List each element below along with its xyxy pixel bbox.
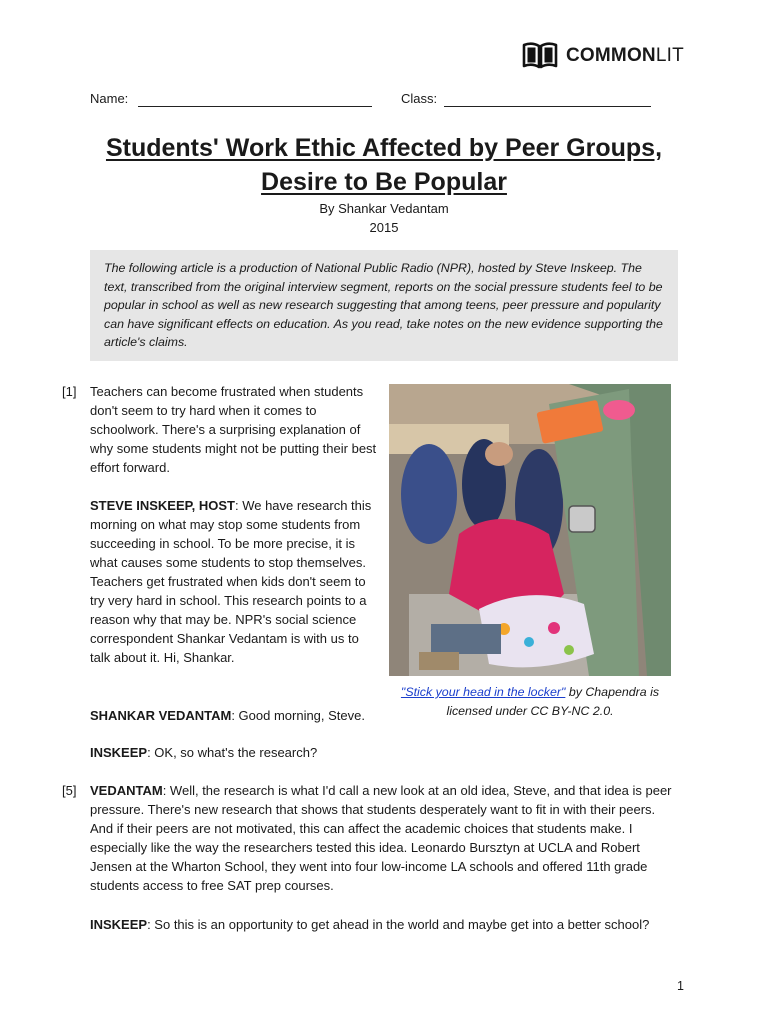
open-book-icon bbox=[522, 42, 558, 70]
commonlit-logo bbox=[522, 42, 684, 70]
paragraph-1 bbox=[90, 382, 378, 477]
speaker-name: STEVE INSKEEP, HOST bbox=[90, 498, 235, 513]
paragraph-text: Teachers can become frustrated when students don't seem to try hard when it comes to schoolwork. There's a surprising explanation of why some students might not be putting their best effort forward. bbox=[90, 384, 377, 475]
brand-name: COMMONLIT bbox=[566, 45, 684, 66]
paragraph-text: : So this is an opportunity to get ahead in the world and maybe get into a better school? bbox=[147, 917, 650, 932]
speaker-name: SHANKAR VEDANTAM bbox=[90, 708, 232, 723]
name-label: Name: bbox=[90, 91, 129, 106]
paragraph-4 bbox=[90, 743, 390, 762]
locker-photo bbox=[389, 384, 671, 676]
year: 2015 bbox=[369, 220, 399, 235]
paragraph-6 bbox=[90, 915, 680, 934]
paragraph-text: : Good morning, Steve. bbox=[231, 708, 365, 723]
locker-photo-illustration bbox=[389, 384, 671, 676]
paragraph-5 bbox=[90, 781, 680, 895]
name-field[interactable] bbox=[138, 106, 372, 107]
title-line-2: Desire to Be Popular bbox=[261, 168, 507, 196]
title-line-1: Students' Work Ethic Affected by Peer Groups, bbox=[105, 134, 663, 162]
intro-box bbox=[90, 250, 678, 361]
speaker-name: INSKEEP bbox=[90, 745, 148, 760]
page-number: 1 bbox=[677, 979, 684, 993]
article-title bbox=[60, 131, 708, 199]
author: By Shankar Vedantam bbox=[319, 201, 449, 216]
speaker-name: VEDANTAM bbox=[90, 783, 163, 798]
paragraph-2 bbox=[90, 496, 378, 667]
paragraph-3 bbox=[90, 706, 390, 725]
paragraph-text: : Well, the research is what I'd call a new look at an old idea, Steve, and that idea is peer pressure. There's new research that shows that students desperately want to fit in with their peers. And if their peers are not motivated, this can affect the academic choices that students make. I especially like the way the researchers tested this idea. Leonardo Bursztyn at UCLA and Robert Jensen at the Wharton School, they went into four low-income LA schools and offered 11th grade students access to free SAT prep courses. bbox=[90, 783, 672, 893]
speaker-name: INSKEEP bbox=[90, 917, 148, 932]
byline bbox=[0, 199, 768, 237]
photo-caption bbox=[386, 683, 674, 720]
paragraph-number: [1] bbox=[62, 384, 77, 399]
paragraph-number: [5] bbox=[62, 783, 77, 798]
caption-license: by Chapendra is licensed under CC BY-NC 2.0. bbox=[446, 685, 660, 718]
photo-source-link[interactable]: "Stick your head in the locker" bbox=[400, 685, 566, 699]
paragraph-text: : We have research this morning on what may stop some students from succeeding in school. To be more precise, it is what causes some students to stop themselves. Teachers get frustrated when kids don't seem to try very hard in school. This research points to a reason why that may be. NPR's social science correspondent Shankar Vedantam is with us to talk about it. Hi, Shankar. bbox=[90, 498, 372, 665]
intro-text: The following article is a production of National Public Radio (NPR), hosted by Steve Inskeep. The text, transcribed from the original interview segment, reports on the social pressure students feel to be popular in school as well as new research suggesting that among teens, peer pressure and popularity can have significant effects on education. As you read, take notes on the new evidence supporting the article's claims. bbox=[104, 261, 663, 350]
paragraph-text: : OK, so what's the research? bbox=[147, 745, 318, 760]
class-field[interactable] bbox=[444, 106, 651, 107]
class-label: Class: bbox=[401, 91, 438, 106]
